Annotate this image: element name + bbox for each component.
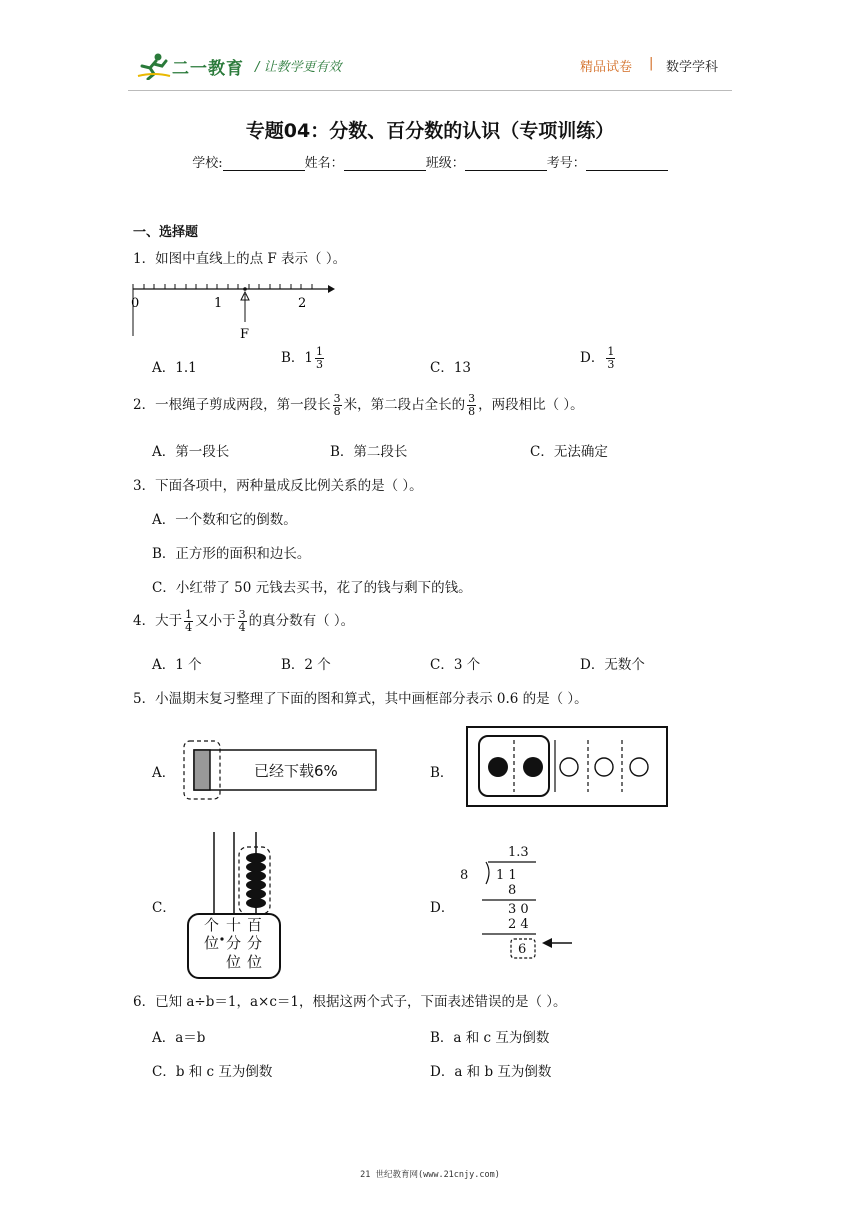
q3-stem: 3．下面各项中，两种量成反比例关系的是（ ）。	[133, 478, 423, 494]
division-step-1: 8	[508, 883, 517, 898]
q2-stem: 2．一根绳子剪成两段，第一段长 $\frac{3}{8}$ 米，第二段占全长的 $\frac{3}{8}$ ，两段相比（ ）。	[133, 392, 584, 418]
header-tag-subject: 数学学科	[666, 60, 719, 75]
q4-option-b[interactable]: B．2 个	[281, 657, 331, 673]
q5-figure-b-circles	[466, 726, 670, 812]
division-quotient: 1.3	[508, 845, 529, 860]
abacus-label-bai: 百	[247, 916, 263, 934]
exam-no-label: 考号：	[546, 156, 586, 171]
q5-option-c[interactable]: C．	[152, 900, 176, 916]
q2-option-b[interactable]: B．第二段长	[330, 444, 408, 460]
brand-slogan: / 让教学更有效	[255, 60, 342, 75]
header-divider	[128, 90, 732, 91]
q5-stem: 5．小温期末复习整理了下面的图和算式，其中画框部分表示 0.6 的是（ ）。	[133, 691, 588, 707]
q4-option-a[interactable]: A．1 个	[152, 657, 202, 673]
q3-option-a[interactable]: A．一个数和它的倒数。	[152, 512, 297, 528]
tick-label-1: 1	[214, 296, 223, 311]
division-remainder: 6	[518, 942, 527, 957]
header-separator: |	[649, 56, 654, 71]
abacus-label-wei-3: 位	[247, 953, 263, 971]
q6-option-b[interactable]: B．a 和 c 互为倒数	[430, 1030, 550, 1046]
section-heading: 一、选择题	[133, 225, 199, 240]
division-step-2: 3 0	[508, 902, 529, 917]
abacus-label-fen-2: 分	[247, 934, 263, 952]
q5-figure-c-abacus	[186, 830, 286, 986]
q5-option-d[interactable]: D．	[430, 900, 455, 916]
q5-figure-a-progress-bar	[180, 738, 380, 806]
school-label: 学校:	[192, 156, 223, 171]
q6-option-d[interactable]: D．a 和 b 互为倒数	[430, 1064, 552, 1080]
logo-runner-icon	[136, 52, 172, 84]
q1-option-b[interactable]: B．1 $\frac{1}{3}$	[281, 345, 324, 371]
q1-option-c[interactable]: C．13	[430, 360, 472, 376]
page-footer: 21 世纪教育网(www.21cnjy.com)	[360, 1170, 500, 1180]
download-text: 已经下载6%	[254, 762, 338, 780]
class-field[interactable]	[465, 156, 547, 171]
q6-option-a[interactable]: A．a＝b	[152, 1030, 206, 1046]
q1-option-d[interactable]: D． $\frac{1}{3}$	[580, 345, 615, 371]
point-f-label: F	[240, 327, 250, 342]
q5-option-b[interactable]: B．	[430, 765, 454, 781]
division-dividend: 1 1	[496, 868, 517, 883]
abacus-label-ge: 个	[204, 916, 220, 934]
q1-stem: 1．如图中直线上的点 F 表示（ ）。	[133, 251, 347, 267]
division-step-3: 2 4	[508, 917, 529, 932]
q3-option-c[interactable]: C．小红带了 50 元钱去买书，花了的钱与剩下的钱。	[152, 580, 472, 596]
q2-option-c[interactable]: C．无法确定	[530, 444, 608, 460]
page-title: 专题04：分数、百分数的认识（专项训练）	[245, 120, 615, 142]
q6-stem: 6．已知 a÷b＝1，a×c＝1，根据这两个式子，下面表述错误的是（ ）。	[133, 994, 567, 1010]
q5-option-a[interactable]: A．	[152, 765, 176, 781]
q6-option-c[interactable]: C．b 和 c 互为倒数	[152, 1064, 273, 1080]
abacus-label-wei-1: 位	[204, 934, 220, 952]
student-info-line	[0, 152, 860, 171]
q1-option-a[interactable]: A．1.1	[152, 360, 197, 376]
brand-name: 二一教育	[172, 59, 244, 79]
q4-option-d[interactable]: D．无数个	[580, 657, 645, 673]
name-field[interactable]	[344, 156, 426, 171]
q3-option-b[interactable]: B．正方形的面积和边长。	[152, 546, 311, 562]
q1-number-line	[128, 272, 340, 348]
school-field[interactable]	[223, 156, 305, 171]
class-label: 班级：	[425, 156, 465, 171]
q5-figure-d-long-division	[456, 840, 576, 968]
abacus-label-wei-2: 位	[226, 953, 242, 971]
header-tag-quality: 精品试卷	[580, 60, 633, 75]
name-label: 姓名：	[304, 156, 344, 171]
abacus-label-fen-1: 分	[226, 934, 242, 952]
exam-no-field[interactable]	[586, 156, 668, 171]
division-divisor: 8	[460, 868, 469, 883]
q2-option-a[interactable]: A．第一段长	[152, 444, 230, 460]
q4-option-c[interactable]: C．3 个	[430, 657, 481, 673]
tick-label-2: 2	[298, 296, 307, 311]
abacus-label-shi: 十	[226, 916, 242, 934]
q4-stem: 4．大于 $\frac{1}{4}$ 又小于 $\frac{3}{4}$ 的真分数有（ ）。	[133, 608, 355, 634]
tick-label-0: 0	[131, 296, 140, 311]
